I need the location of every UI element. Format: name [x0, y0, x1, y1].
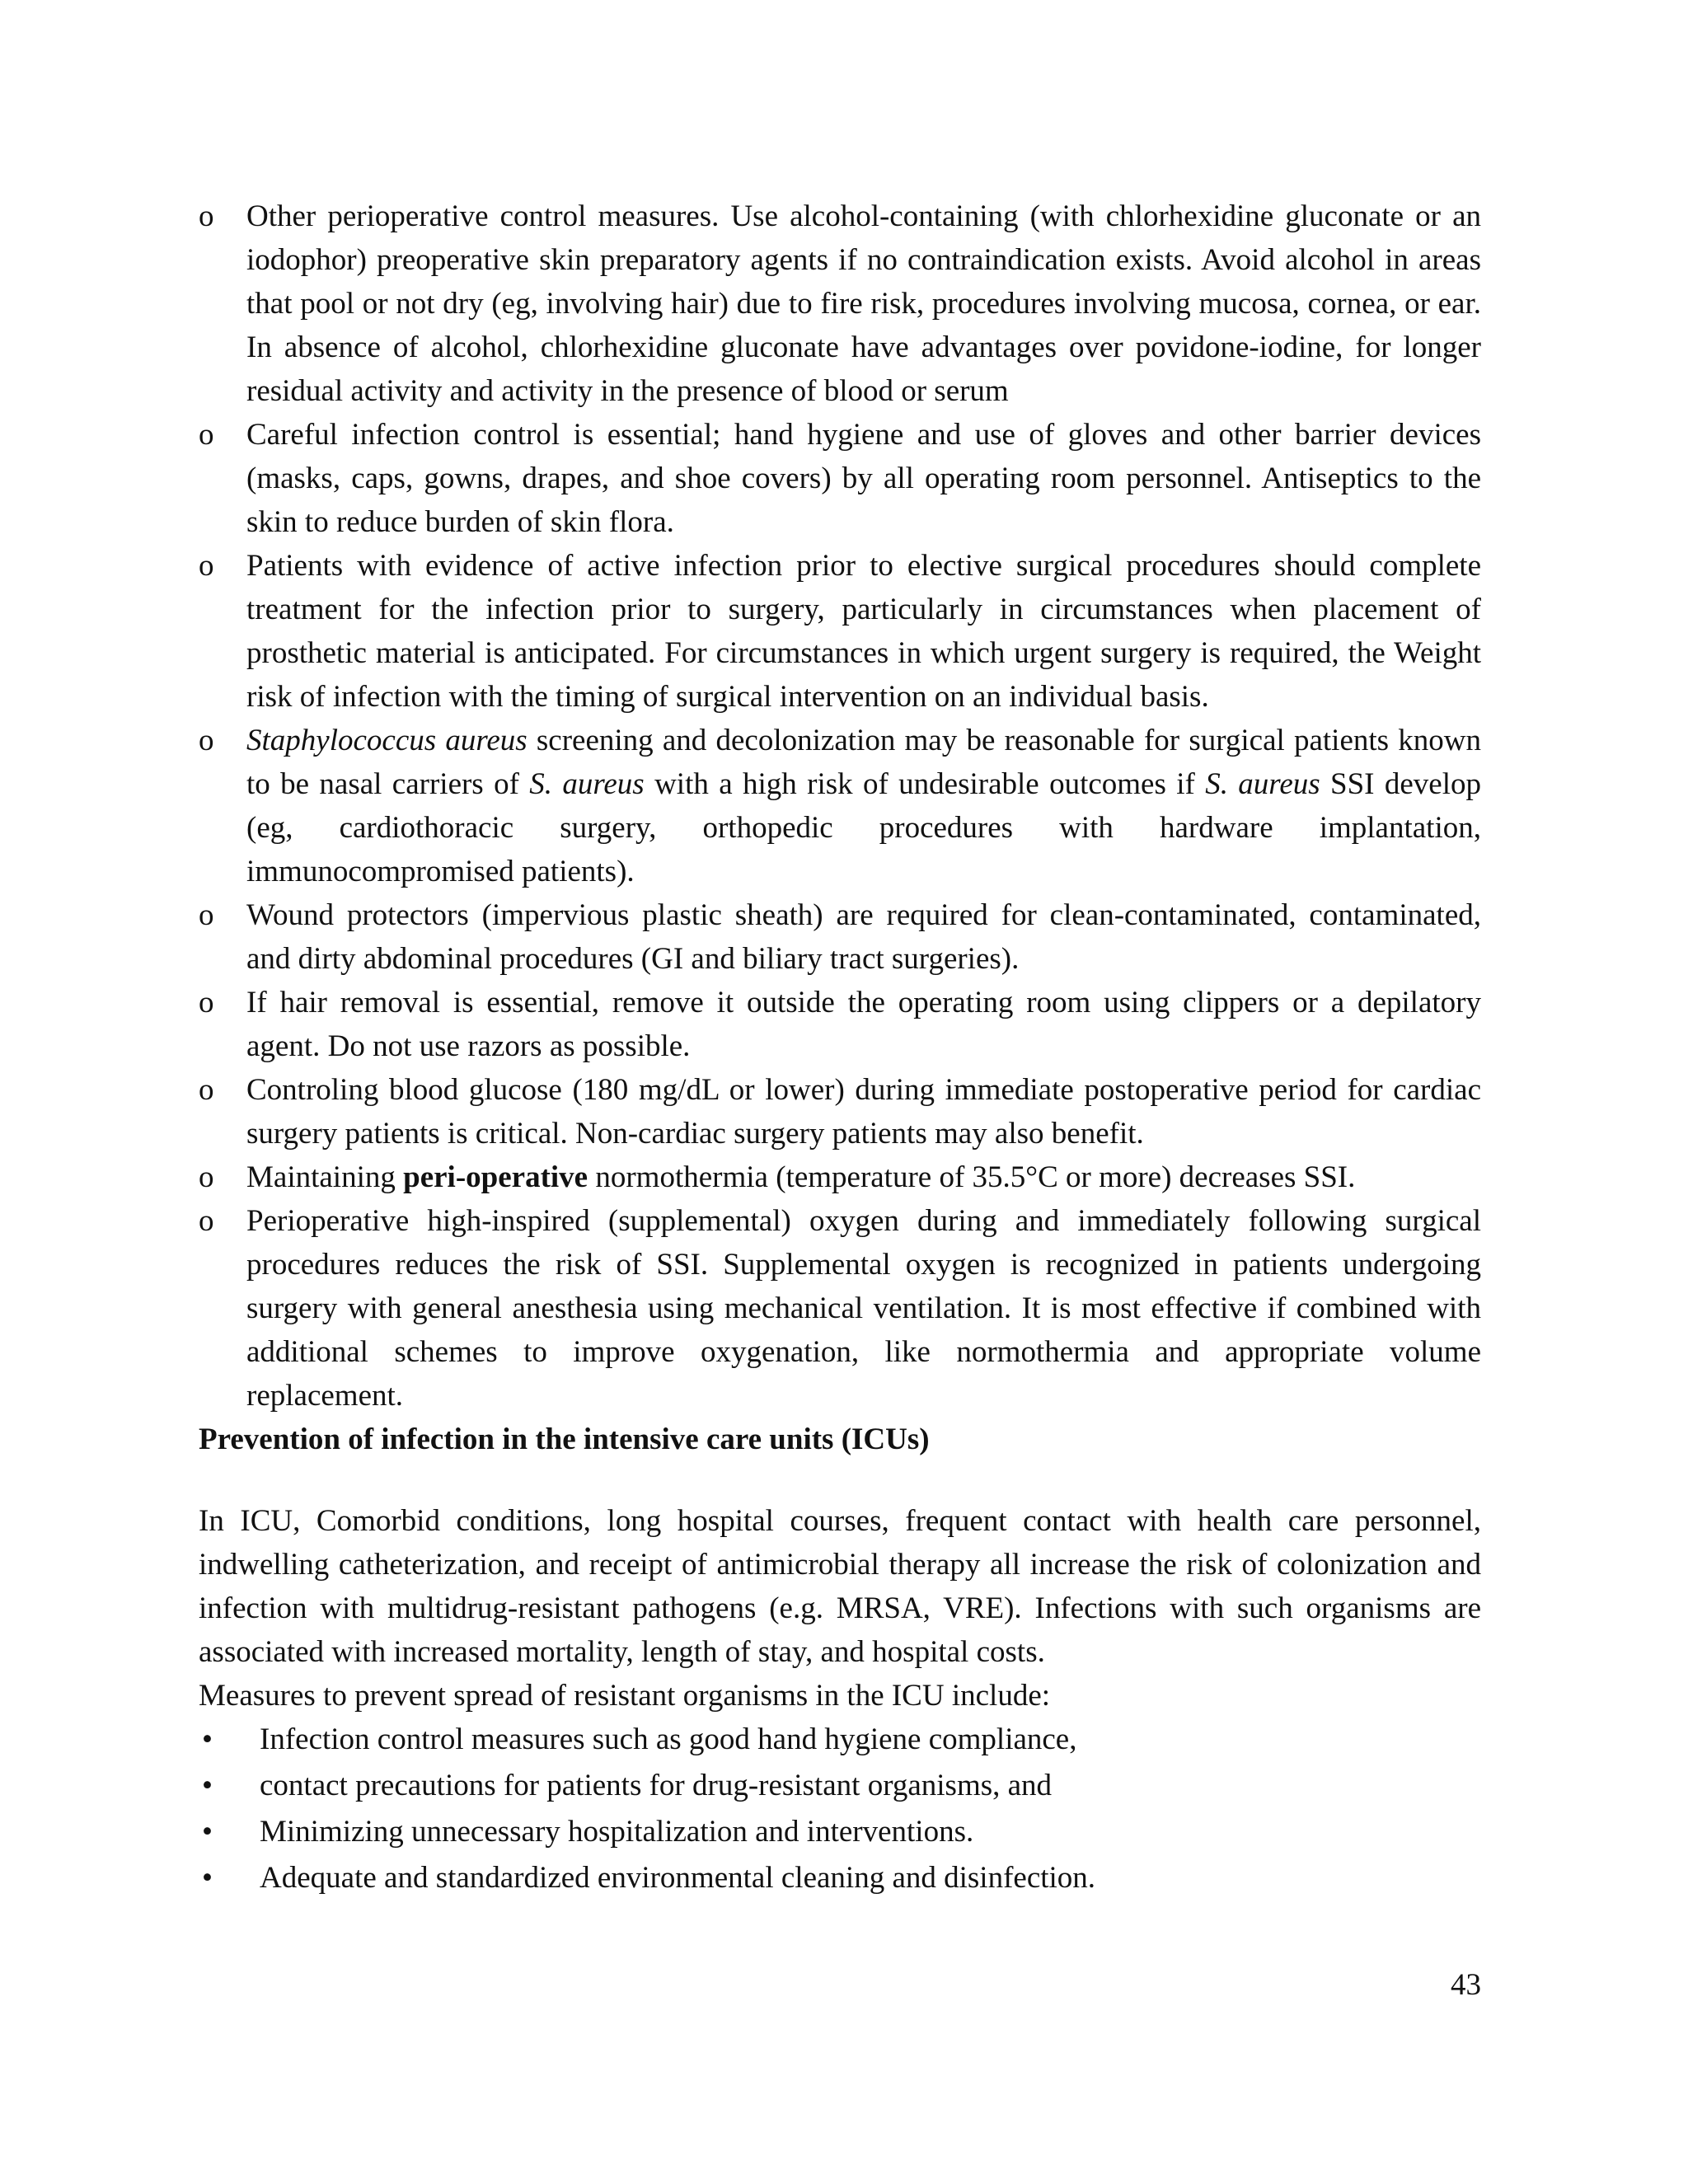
list-item-text [246, 724, 1481, 888]
bullet-marker: • [202, 1861, 213, 1895]
list-marker: o [199, 1160, 214, 1194]
page-number: 43 [1451, 1968, 1481, 2002]
list-item-text: Minimizing unnecessary hospitalization and interventions. [260, 1815, 974, 1849]
list-item-text: Adequate and standardized environmental cleaning and disinfection. [260, 1861, 1096, 1895]
text-segment: normothermia (temperature of 35.5°C or more) decreases SSI. [588, 1160, 1356, 1194]
list-item-text: Other perioperative control measures. Use alcohol-containing (with chlorhexidine gluconate or an iodophor) preoperative skin preparatory agents if no contraindication exists. Avoid alcohol in areas that pool or not dry (eg, involving hair) due to fire risk, procedures involving mucosa, cornea, or ear. In absence of alcohol, chlorhexidine gluconate have advantages over povidone-iodine, for longer residual activity and activity in the presence of blood or serum [246, 199, 1481, 408]
list-item [199, 893, 1481, 981]
list-item [199, 544, 1481, 719]
list-item [199, 1199, 1481, 1418]
perioperative-measures-list [199, 194, 1481, 1418]
list-marker: o [199, 199, 214, 233]
list-item [199, 194, 1481, 413]
list-item-text: Infection control measures such as good hand hygiene compliance, [260, 1722, 1077, 1756]
list-item-text: If hair removal is essential, remove it outside the operating room using clippers or a depilatory agent. Do not use razors as possible. [246, 986, 1481, 1063]
text-segment: with a high risk of undesirable outcomes if [644, 767, 1206, 801]
text-segment: SSI develop (eg, cardiothoracic surgery, orthopedic procedures with hardware implantation, immunocompromised patients). [246, 767, 1481, 888]
icu-measures-list [199, 1718, 1481, 1902]
list-item-text: Perioperative high-inspired (supplemental) oxygen during and immediately following surgical procedures reduces the risk of SSI. Supplemental oxygen is recognized in patients undergoing surgery with general anesthesia using mechanical ventilation. It is most effective if combined with additional schemes to improve oxygenation, like normothermia and appropriate volume replacement. [246, 1204, 1481, 1413]
list-item [199, 1718, 1481, 1764]
list-item [199, 1068, 1481, 1155]
list-marker: o [199, 1204, 214, 1238]
icu-paragraph: In ICU, Comorbid conditions, long hospital courses, frequent contact with health care personnel, indwelling catheterization, and receipt of antimicrobial therapy all increase the risk of colonization and infection with multidrug-resistant pathogens (e.g. MRSA, VRE). Infections with such organisms are associated with increased mortality, length of stay, and hospital costs. [199, 1504, 1481, 1669]
section-heading: Prevention of infection in the intensive care units (ICUs) [199, 1422, 930, 1456]
list-item-text: Patients with evidence of active infection prior to elective surgical procedures should complete treatment for the infection prior to surgery, particularly in circumstances when placement of prosthetic material is anticipated. For circumstances in which urgent surgery is required, the Weight risk of infection with the timing of surgical intervention on an individual basis. [246, 549, 1481, 714]
text-segment: screening and decolonization may be reasonable for surgical patients known to be nasal carriers of [246, 724, 1481, 801]
text-segment: Maintaining [246, 1160, 404, 1194]
page-content [199, 194, 1481, 1902]
list-item-text: Careful infection control is essential; hand hygiene and use of gloves and other barrier devices (masks, caps, gowns, drapes, and shoe covers) by all operating room personnel. Antiseptics to the skin to reduce burden of skin flora. [246, 418, 1481, 539]
bold-term: peri-operative [403, 1160, 588, 1194]
list-item [199, 1155, 1481, 1199]
list-item [199, 413, 1481, 544]
list-item [199, 1810, 1481, 1856]
bullet-marker: • [202, 1815, 213, 1849]
icu-intro: Measures to prevent spread of resistant organisms in the ICU include: [199, 1679, 1051, 1713]
list-marker: o [199, 724, 214, 757]
species-name: Staphylococcus aureus [246, 724, 528, 757]
list-marker: o [199, 418, 214, 452]
species-name: S. aureus [1205, 767, 1320, 801]
list-item-text [246, 1160, 1355, 1194]
list-marker: o [199, 549, 214, 583]
list-marker: o [199, 986, 214, 1019]
list-marker: o [199, 898, 214, 932]
bullet-marker: • [202, 1769, 213, 1802]
list-item-text: Wound protectors (impervious plastic sheath) are required for clean-contaminated, contaminated, and dirty abdominal procedures (GI and biliary tract surgeries). [246, 898, 1481, 976]
species-name: S. aureus [529, 767, 645, 801]
list-item-text: contact precautions for patients for drug-resistant organisms, and [260, 1769, 1053, 1802]
list-item [199, 1856, 1481, 1902]
list-item [199, 1764, 1481, 1810]
list-item [199, 981, 1481, 1068]
list-item [199, 719, 1481, 893]
bullet-marker: • [202, 1722, 213, 1756]
list-marker: o [199, 1073, 214, 1107]
list-item-text: Controling blood glucose (180 mg/dL or lower) during immediate postoperative period for cardiac surgery patients is critical. Non-cardiac surgery patients may also benefit. [246, 1073, 1481, 1151]
